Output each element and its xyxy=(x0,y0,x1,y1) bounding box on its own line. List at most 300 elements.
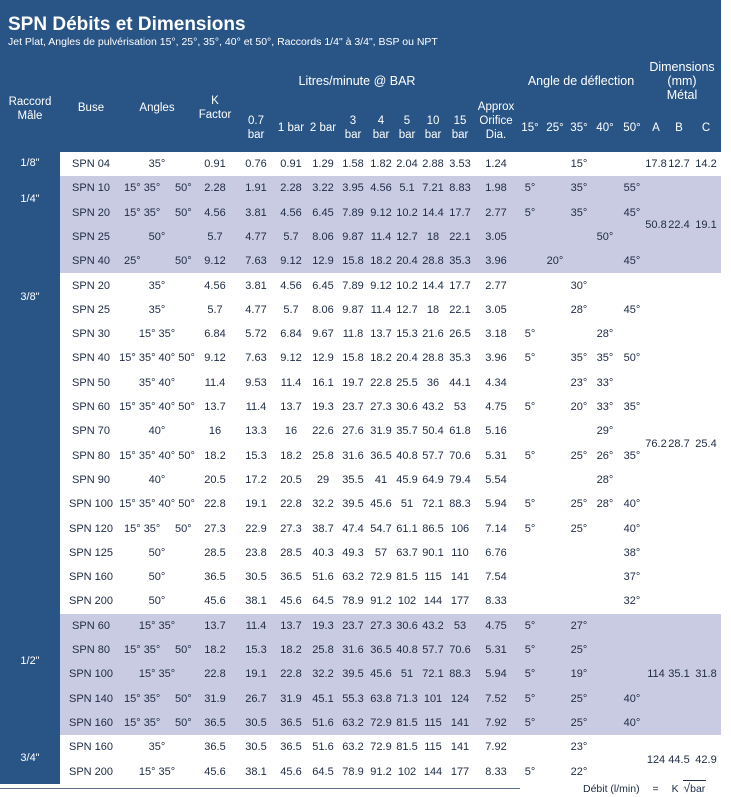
flow-cell: 13.7 xyxy=(280,619,302,632)
flow-cell: 18.2 xyxy=(280,449,302,462)
orifice-cell: 7.14 xyxy=(485,522,507,535)
flow-cell: 40.8 xyxy=(396,449,418,462)
deflection-cell: 28° xyxy=(570,303,588,316)
flow-cell: 19.3 xyxy=(312,619,334,632)
k-factor-cell: 9.12 xyxy=(204,352,226,365)
deflection-cell: 35° xyxy=(570,182,588,195)
k-factor-cell: 4.56 xyxy=(204,279,226,292)
flow-cell: 144 xyxy=(423,765,443,778)
flow-cell: 61.8 xyxy=(449,425,471,438)
flow-cell: 64.5 xyxy=(312,765,334,778)
deflection-cell: 50° xyxy=(623,352,641,365)
orifice-cell: 5.94 xyxy=(485,668,507,681)
flow-cell: 11.8 xyxy=(342,328,364,341)
flow-cell: 15.8 xyxy=(342,255,364,268)
flow-cell: 115 xyxy=(424,571,442,584)
dimension-merged-cell: 28.7 xyxy=(668,437,690,450)
flow-cell: 36.5 xyxy=(370,449,392,462)
orifice-cell: 4.75 xyxy=(485,401,507,413)
size-label: 3/8" xyxy=(20,290,40,303)
flow-cell: 22.9 xyxy=(245,522,267,535)
header-pressure-value: 4 xyxy=(377,115,385,127)
orifice-cell: 5.16 xyxy=(485,425,507,438)
orifice-cell: 1.24 xyxy=(485,158,507,170)
flow-cell: 51 xyxy=(400,498,414,511)
flow-cell: 5.72 xyxy=(245,328,267,341)
flow-cell: 115 xyxy=(424,716,442,729)
flow-cell: 81.5 xyxy=(396,571,418,584)
orifice-cell: 7.92 xyxy=(485,716,507,729)
flow-cell: 23.7 xyxy=(342,619,364,632)
angles-cell: 15° 35° 40° 50° xyxy=(119,352,195,365)
header-pressure-unit: bar xyxy=(451,129,469,141)
flow-cell: 64.5 xyxy=(312,595,334,608)
flow-cell: 1.82 xyxy=(370,158,392,170)
flow-cell: 86.5 xyxy=(422,522,444,535)
deflection-cell: 5° xyxy=(524,401,536,413)
flow-cell: 53 xyxy=(453,619,467,632)
deflection-cell: 5° xyxy=(524,522,536,535)
flow-cell: 9.12 xyxy=(280,255,302,268)
header-k: K xyxy=(211,95,219,107)
deflection-cell: 23° xyxy=(570,741,588,754)
flow-cell: 102 xyxy=(397,765,417,778)
formula-sqrt: √bar xyxy=(683,781,706,795)
angles-cell: 15° 35° xyxy=(124,692,161,705)
k-factor-cell: 31.9 xyxy=(204,692,226,705)
dimension-merged-cell: 35.1 xyxy=(668,668,690,681)
nozzle-cell: SPN 50 xyxy=(72,376,110,389)
flow-cell: 14.4 xyxy=(422,279,444,292)
flow-cell: 9.67 xyxy=(312,328,334,341)
flow-cell: 15.3 xyxy=(245,449,267,462)
deflection-cell: 28° xyxy=(596,498,614,511)
deflection-cell: 35° xyxy=(570,206,588,219)
deflection-cell: 28° xyxy=(596,328,614,341)
header-pressure-value: 5 xyxy=(403,115,411,127)
flow-cell: 5.1 xyxy=(399,182,415,195)
flow-cell: 23.8 xyxy=(245,546,267,559)
angles-cell: 25° xyxy=(124,255,141,268)
flow-cell: 51 xyxy=(400,668,414,681)
flow-cell: 26.7 xyxy=(245,692,267,705)
deflection-cell: 5° xyxy=(524,765,536,778)
flow-cell: 43.2 xyxy=(422,619,444,632)
angles-cell: 15° 35° 40° 50° xyxy=(119,401,195,413)
flow-cell: 22.1 xyxy=(449,303,471,316)
flow-cell: 12.9 xyxy=(312,255,334,268)
orifice-cell: 7.92 xyxy=(485,741,507,754)
angles-cell: 15° 35° xyxy=(124,206,161,219)
flow-cell: 9.12 xyxy=(280,352,302,365)
k-factor-cell: 0.91 xyxy=(204,158,226,170)
flow-cell: 21.6 xyxy=(422,328,444,341)
k-factor-cell: 18.2 xyxy=(204,449,226,462)
flow-cell: 7.63 xyxy=(245,255,267,268)
flow-cell: 36.5 xyxy=(280,716,302,729)
flow-cell: 30.5 xyxy=(245,571,267,584)
angles-cell: 35° 40° xyxy=(138,376,176,389)
orifice-cell: 3.96 xyxy=(485,352,507,365)
flow-cell: 27.6 xyxy=(342,425,364,438)
dimension-merged-cell: 76.2 xyxy=(645,437,667,450)
angles-cell: 40° xyxy=(148,425,166,438)
flow-cell: 31.9 xyxy=(280,692,302,705)
flow-cell: 6.45 xyxy=(312,206,334,219)
deflection-cell: 26° xyxy=(596,449,614,462)
flow-cell: 44.1 xyxy=(449,376,471,389)
header-deflection-angle: 25° xyxy=(546,122,564,134)
deflection-cell: 45° xyxy=(623,255,641,268)
flow-cell: 28.8 xyxy=(422,352,444,365)
k-factor-cell: 13.7 xyxy=(204,619,226,632)
flow-cell: 9.12 xyxy=(370,206,392,219)
header-deflection-angle: 35° xyxy=(570,122,588,134)
header-orifice: Orifice xyxy=(479,115,513,127)
flow-cell: 40.3 xyxy=(312,546,334,559)
flow-cell: 61.1 xyxy=(396,522,418,535)
header-flow-group: Litres/minute @ BAR xyxy=(298,74,416,88)
header-pressure-unit: bar xyxy=(247,129,265,141)
header-pressure: 2 bar xyxy=(309,122,337,134)
orifice-cell: 3.96 xyxy=(485,255,507,268)
flow-cell: 57.7 xyxy=(422,449,444,462)
deflection-cell: 5° xyxy=(524,619,536,632)
nozzle-cell: SPN 60 xyxy=(72,619,110,632)
flow-cell: 106 xyxy=(450,522,470,535)
deflection-cell: 19° xyxy=(570,668,588,681)
flow-cell: 9.87 xyxy=(342,230,364,243)
deflection-cell: 45° xyxy=(623,303,641,316)
flow-cell: 91.2 xyxy=(370,765,392,778)
flow-cell: 15.8 xyxy=(342,352,364,365)
deflection-cell: 30° xyxy=(570,279,588,292)
flow-cell: 110 xyxy=(451,546,469,559)
flow-cell: 39.5 xyxy=(342,498,364,511)
nozzle-cell: SPN 25 xyxy=(72,303,110,316)
flow-cell: 36.5 xyxy=(280,741,302,754)
orifice-cell: 4.34 xyxy=(485,376,507,389)
angles-cell: 15° 35° xyxy=(124,716,161,729)
flow-cell: 7.89 xyxy=(342,279,364,292)
flow-cell: 27.3 xyxy=(370,619,392,632)
angles-cell: 15° 35° xyxy=(138,328,176,341)
flow-cell: 115 xyxy=(424,741,442,754)
flow-cell: 2.88 xyxy=(422,158,444,170)
k-factor-cell: 2.28 xyxy=(204,182,226,195)
flow-cell: 9.87 xyxy=(342,303,364,316)
flow-cell: 72.9 xyxy=(370,741,392,754)
nozzle-cell: SPN 120 xyxy=(68,522,114,535)
angles-cell: 50° xyxy=(175,206,192,219)
flow-cell: 15.3 xyxy=(396,328,418,341)
angles-cell: 50° xyxy=(175,255,192,268)
flow-cell: 22.8 xyxy=(370,376,392,389)
header-deflection-group: Angle de déflection xyxy=(527,74,635,88)
header-pressure-value: 10 xyxy=(426,115,440,127)
dimension-cell: 14.2 xyxy=(695,158,717,170)
deflection-cell: 35° xyxy=(596,352,614,365)
flow-cell: 6.84 xyxy=(280,328,302,341)
flow-cell: 18.2 xyxy=(280,644,302,656)
flow-cell: 28.8 xyxy=(422,255,444,268)
flow-cell: 88.3 xyxy=(449,498,471,511)
flow-cell: 78.9 xyxy=(342,595,364,608)
header-factor: Factor xyxy=(198,109,232,121)
flow-cell: 11.4 xyxy=(370,230,392,243)
flow-cell: 43.2 xyxy=(422,401,444,413)
flow-cell: 3.53 xyxy=(449,158,471,170)
nozzle-cell: SPN 04 xyxy=(72,158,110,170)
nozzle-cell: SPN 40 xyxy=(72,352,110,365)
flow-cell: 17.2 xyxy=(245,473,267,486)
flow-cell: 36.5 xyxy=(370,644,392,656)
flow-cell: 0.76 xyxy=(245,158,267,170)
flow-cell: 10.2 xyxy=(396,279,418,292)
page-subtitle: Jet Plat, Angles de pulvérisation 15°, 25°, 35°, 40° et 50°, Raccords 1/4" à 3/4", BSP ou NPT xyxy=(8,36,438,48)
flow-cell: 51.6 xyxy=(312,716,334,729)
deflection-cell: 5° xyxy=(524,206,536,219)
angles-cell: 15° 35° xyxy=(124,522,161,535)
header-pressure-value: 15 xyxy=(453,115,467,127)
flow-cell: 39.5 xyxy=(342,668,364,681)
deflection-cell: 5° xyxy=(524,644,536,656)
flow-cell: 26.5 xyxy=(449,328,471,341)
flow-cell: 81.5 xyxy=(396,741,418,754)
k-factor-cell: 16 xyxy=(208,425,222,438)
flow-cell: 141 xyxy=(450,716,470,729)
angles-cell: 40° xyxy=(148,473,166,486)
flow-cell: 30.5 xyxy=(245,741,267,754)
deflection-cell: 55° xyxy=(623,182,641,195)
orifice-cell: 3.05 xyxy=(485,303,507,316)
flow-cell: 4.77 xyxy=(245,303,267,316)
header-raccord: Raccord xyxy=(8,96,52,108)
header-dimension-b: B xyxy=(675,122,683,134)
nozzle-cell: SPN 30 xyxy=(72,328,110,341)
deflection-cell: 40° xyxy=(623,716,641,729)
flow-cell: 19.7 xyxy=(342,376,364,389)
orifice-cell: 7.52 xyxy=(485,692,507,705)
flow-cell: 20.4 xyxy=(396,352,418,365)
flow-cell: 7.63 xyxy=(245,352,267,365)
deflection-cell: 23° xyxy=(570,376,588,389)
flow-cell: 6.45 xyxy=(312,279,334,292)
flow-cell: 7.21 xyxy=(422,182,444,195)
dimension-merged-cell: 19.1 xyxy=(695,218,717,231)
flow-cell: 25.5 xyxy=(396,376,418,389)
nozzle-cell: SPN 200 xyxy=(68,595,114,608)
flow-cell: 12.7 xyxy=(396,303,418,316)
deflection-cell: 35° xyxy=(623,401,641,413)
flow-cell: 11.4 xyxy=(370,303,392,316)
flow-cell: 13.7 xyxy=(280,401,302,413)
deflection-cell: 40° xyxy=(623,692,641,705)
flow-cell: 32.2 xyxy=(312,498,334,511)
header-deflection-angle: 15° xyxy=(521,122,539,134)
flow-cell: 8.06 xyxy=(312,230,334,243)
deflection-cell: 37° xyxy=(623,571,641,584)
nozzle-cell: SPN 80 xyxy=(72,449,110,462)
flow-cell: 72.1 xyxy=(422,498,444,511)
flow-formula xyxy=(583,780,706,795)
flow-cell: 177 xyxy=(450,595,470,608)
flow-cell: 27.3 xyxy=(370,401,392,413)
deflection-cell: 5° xyxy=(524,352,536,365)
header-dimensions: Dimensions xyxy=(649,60,715,74)
flow-cell: 9.53 xyxy=(245,376,267,389)
flow-cell: 101 xyxy=(423,692,443,705)
size-column xyxy=(0,152,60,784)
orifice-cell: 4.75 xyxy=(485,619,507,632)
k-factor-cell: 5.7 xyxy=(207,230,223,243)
angles-cell: 35° xyxy=(148,303,166,316)
nozzle-cell: SPN 160 xyxy=(68,571,114,584)
header-dimensions-unit: (mm) xyxy=(667,74,697,88)
flow-cell: 72.9 xyxy=(370,716,392,729)
angles-cell: 50° xyxy=(148,230,166,243)
deflection-cell: 25° xyxy=(570,522,588,535)
flow-cell: 27.3 xyxy=(280,522,302,535)
flow-cell: 31.6 xyxy=(342,644,364,656)
angles-cell: 15° 35° 40° 50° xyxy=(119,498,195,511)
orifice-cell: 5.94 xyxy=(485,498,507,511)
flow-cell: 13.3 xyxy=(245,425,267,438)
flow-cell: 45.6 xyxy=(370,668,392,681)
orifice-cell: 2.77 xyxy=(485,279,507,292)
orifice-cell: 7.54 xyxy=(485,571,507,584)
flow-cell: 12.7 xyxy=(396,230,418,243)
dimension-merged-cell: 44.5 xyxy=(668,753,690,766)
flow-cell: 45.6 xyxy=(370,498,392,511)
flow-cell: 15.3 xyxy=(245,644,267,656)
deflection-cell: 25° xyxy=(570,692,588,705)
flow-cell: 30.6 xyxy=(396,401,418,413)
flow-cell: 124 xyxy=(450,692,470,705)
flow-cell: 3.81 xyxy=(245,206,267,219)
flow-cell: 8.06 xyxy=(312,303,334,316)
flow-cell: 30.6 xyxy=(396,619,418,632)
flow-cell: 28.5 xyxy=(280,546,302,559)
deflection-cell: 22° xyxy=(570,765,588,778)
header-orifice-dia: Dia. xyxy=(485,129,507,141)
flow-cell: 23.7 xyxy=(342,401,364,413)
dimension-merged-cell: 114 xyxy=(647,668,665,681)
flow-cell: 11.4 xyxy=(245,619,267,632)
flow-cell: 45.6 xyxy=(280,765,302,778)
flow-cell: 51.6 xyxy=(312,571,334,584)
nozzle-cell: SPN 80 xyxy=(72,644,110,656)
flow-cell: 18.2 xyxy=(370,352,392,365)
title-bar xyxy=(0,0,721,58)
flow-cell: 8.83 xyxy=(449,182,471,195)
dimension-merged-cell: 124 xyxy=(646,753,666,766)
flow-cell: 10.2 xyxy=(396,206,418,219)
header-angles: Angles xyxy=(139,102,175,114)
deflection-cell: 25° xyxy=(570,498,588,511)
flow-cell: 3.81 xyxy=(245,279,267,292)
header-pressure-unit: bar xyxy=(424,129,442,141)
k-factor-cell: 6.84 xyxy=(204,328,226,341)
orifice-cell: 5.31 xyxy=(485,644,507,656)
flow-cell: 4.56 xyxy=(280,279,302,292)
formula-bar: bar xyxy=(690,783,706,795)
angles-cell: 15° 35° xyxy=(124,644,161,656)
flow-cell: 45.1 xyxy=(312,692,334,705)
flow-cell: 2.28 xyxy=(280,182,302,195)
deflection-cell: 5° xyxy=(524,668,536,681)
dimension-cell: 17.8 xyxy=(645,158,667,170)
flow-cell: 1.91 xyxy=(245,182,267,195)
k-factor-cell: 4.56 xyxy=(204,206,226,219)
flow-cell: 3.95 xyxy=(342,182,364,195)
deflection-cell: 32° xyxy=(623,595,641,608)
nozzle-cell: SPN 160 xyxy=(68,716,114,729)
orifice-cell: 1.98 xyxy=(485,182,507,195)
formula-equals: = xyxy=(652,783,659,795)
k-factor-cell: 13.7 xyxy=(204,401,226,413)
angles-cell: 35° xyxy=(148,741,166,754)
angles-cell: 50° xyxy=(148,546,166,559)
dimension-cell: 12.7 xyxy=(668,158,690,170)
size-label: 3/4" xyxy=(20,752,40,765)
header-dimension-a: A xyxy=(652,122,660,134)
deflection-cell: 20° xyxy=(546,255,564,268)
nozzle-cell: SPN 20 xyxy=(72,206,110,219)
angles-cell: 50° xyxy=(175,182,192,195)
nozzle-cell: SPN 10 xyxy=(72,182,110,195)
header-dimensions-material: Métal xyxy=(666,88,698,102)
orifice-cell: 3.05 xyxy=(485,230,507,243)
header-pressure-unit: bar xyxy=(398,129,416,141)
flow-cell: 19.1 xyxy=(245,668,267,681)
flow-cell: 4.77 xyxy=(245,230,267,243)
flow-cell: 38.7 xyxy=(312,522,334,535)
flow-cell: 41 xyxy=(374,473,388,486)
angles-cell: 15° 35° xyxy=(124,182,161,195)
nozzle-cell: SPN 140 xyxy=(68,692,114,705)
header-pressure-unit: bar xyxy=(372,129,390,141)
flow-cell: 16.1 xyxy=(312,376,334,389)
flow-cell: 90.1 xyxy=(422,546,444,559)
k-factor-cell: 5.7 xyxy=(207,303,223,316)
deflection-cell: 5° xyxy=(524,692,536,705)
nozzle-cell: SPN 100 xyxy=(68,498,114,511)
angles-cell: 50° xyxy=(148,571,166,584)
flow-cell: 17.7 xyxy=(449,206,471,219)
flow-cell: 22.8 xyxy=(280,498,302,511)
k-factor-cell: 22.8 xyxy=(204,498,226,511)
k-factor-cell: 36.5 xyxy=(204,716,226,729)
k-factor-cell: 36.5 xyxy=(204,741,226,754)
angles-cell: 35° xyxy=(148,158,166,170)
deflection-cell: 35° xyxy=(623,449,641,462)
deflection-cell: 5° xyxy=(524,182,536,195)
nozzle-cell: SPN 160 xyxy=(68,741,114,754)
header-orifice-approx: Approx xyxy=(477,101,515,113)
flow-cell: 70.6 xyxy=(449,449,471,462)
flow-cell: 31.9 xyxy=(370,425,392,438)
flow-cell: 31.6 xyxy=(342,449,364,462)
flow-cell: 57 xyxy=(374,546,388,559)
flow-cell: 18.2 xyxy=(370,255,392,268)
k-factor-cell: 45.6 xyxy=(204,595,226,608)
k-factor-cell: 11.4 xyxy=(204,376,226,389)
deflection-cell: 33° xyxy=(596,376,614,389)
flow-cell: 91.2 xyxy=(370,595,392,608)
dimension-merged-cell: 25.4 xyxy=(695,437,717,450)
flow-cell: 1.29 xyxy=(312,158,334,170)
